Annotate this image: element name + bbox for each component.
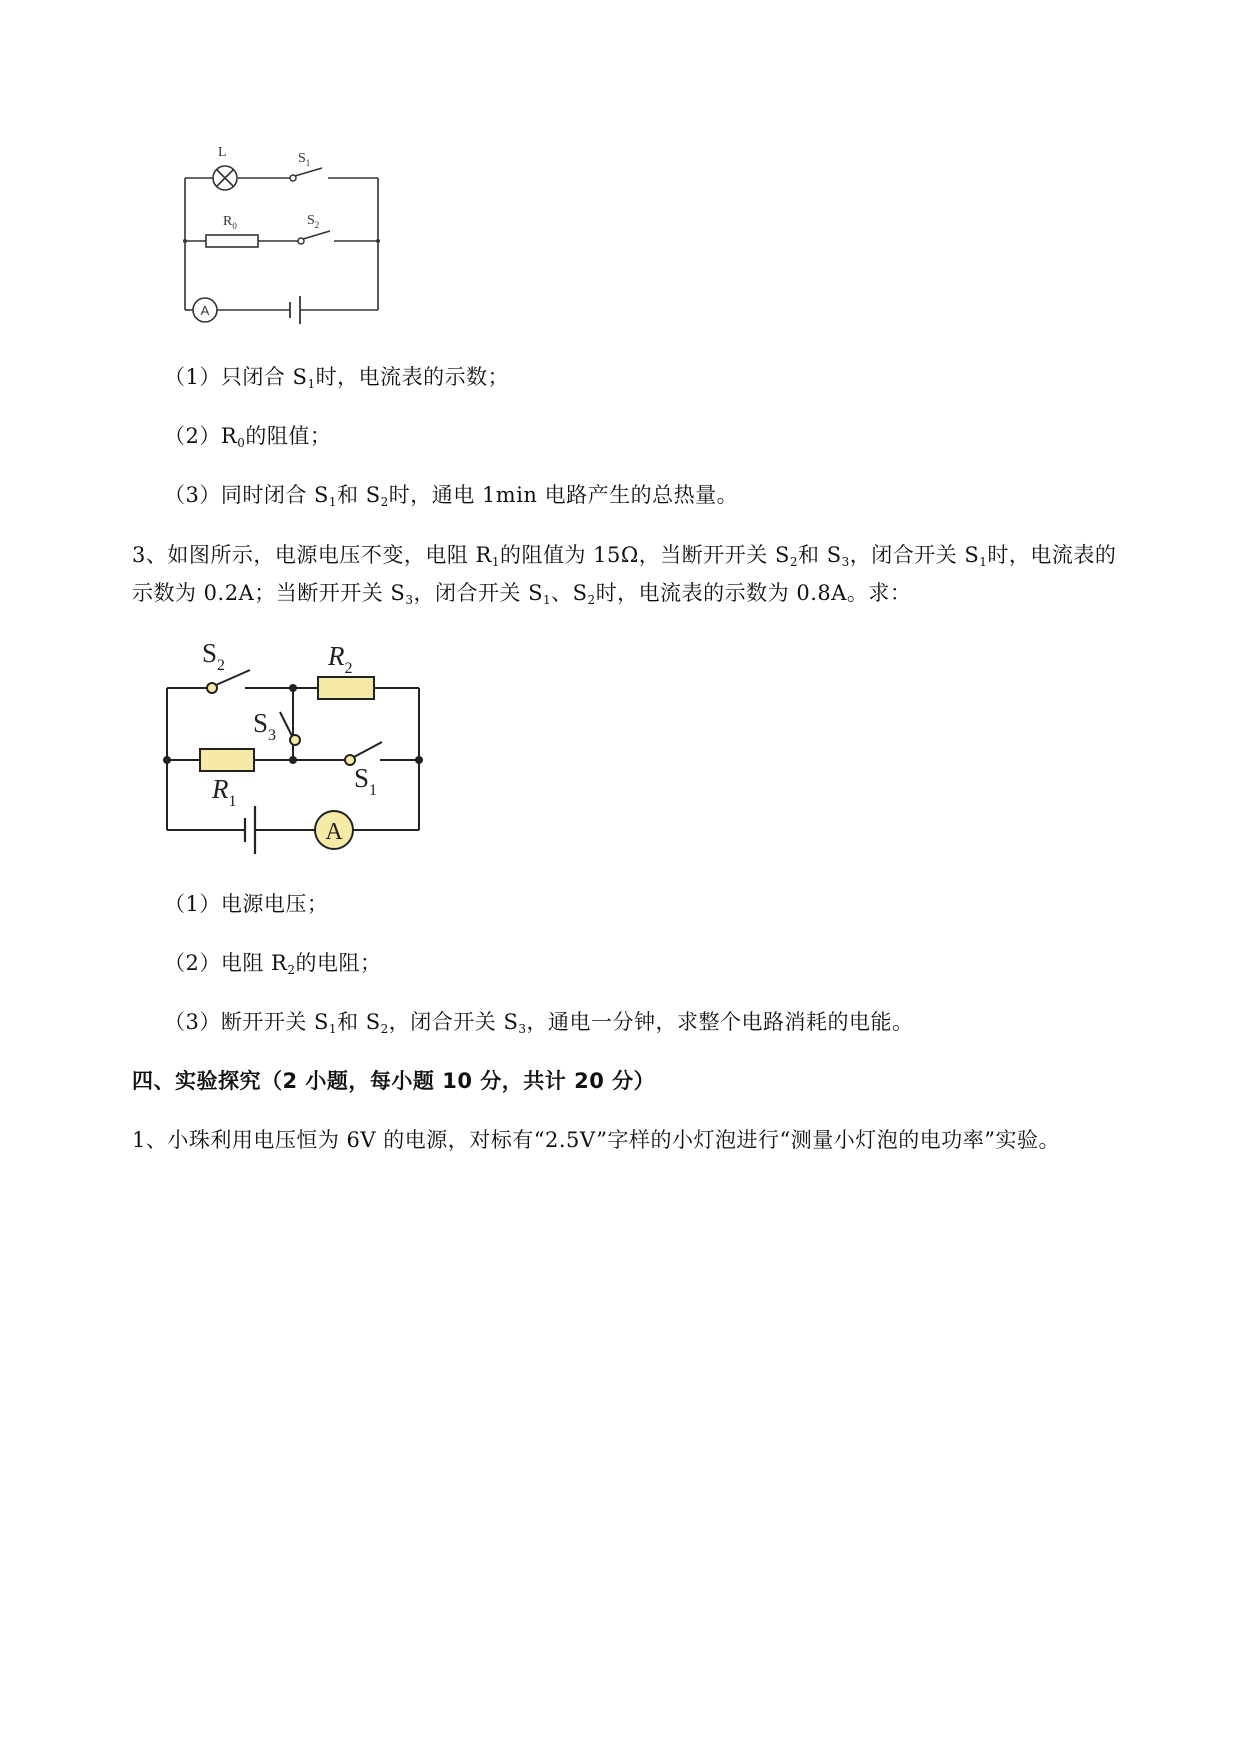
fig2-r2-label: R xyxy=(328,641,345,671)
section-4-heading: 四、实验探究（2 小题，每小题 10 分，共计 20 分） xyxy=(132,1069,656,1093)
circuit-diagram-1 xyxy=(150,130,450,370)
resistor-r1-symbol xyxy=(200,749,254,771)
switch-s2-symbol xyxy=(207,670,250,693)
q2-part-2: $(2)R_0$的阻值； xyxy=(164,424,332,450)
fig2-s3-label: S xyxy=(253,708,269,738)
resistor-r2-symbol xyxy=(318,677,374,699)
svg-text:S3: $S_3$ xyxy=(253,708,277,744)
fig2-s2-label: S xyxy=(202,638,218,668)
lamp-symbol xyxy=(213,166,237,190)
fig1-s1-label: S xyxy=(298,151,306,166)
svg-text:R1: $R_1$ xyxy=(212,774,237,810)
ammeter-symbol xyxy=(193,298,217,322)
battery-symbol xyxy=(290,296,300,324)
switch-s1-symbol xyxy=(345,742,382,765)
q2-part-3: （3）同时闭合 $S_1$和 $S_2$时，通电 1min 电路产生的总热量。 xyxy=(164,483,739,509)
switch-s3-symbol xyxy=(280,712,300,745)
svg-text:S1: $S_1$ xyxy=(298,151,311,168)
q3-part-3: （3）断开开关 $S_1$和 $S_2$，闭合开关 $S_3$，通电一分钟，求整个电路消耗的电能。 xyxy=(164,1010,914,1036)
switch-s2-symbol xyxy=(298,231,330,244)
svg-text:R2: $R_2$ xyxy=(328,641,353,677)
q2-part-1: （1）只闭合 $S_1$时，电流表的示数； xyxy=(164,365,510,391)
circuit-diagram-2 xyxy=(150,630,450,860)
fig1-ammeter-label: A xyxy=(200,303,210,318)
battery-symbol xyxy=(245,806,255,854)
fig1-s2-label: S xyxy=(307,213,315,228)
ammeter-symbol xyxy=(315,811,353,849)
q3-stem-line-2: 示数为 0.2A；当断开开关 $S_3$，闭合开关 $S_1$、$S_2$时，电流表的示数为 0.8A。求： xyxy=(132,581,912,607)
svg-text:S2: $S_2$ xyxy=(307,213,320,230)
svg-text:S1: $S_1$ xyxy=(354,763,378,799)
fig1-lamp-label: L xyxy=(218,145,227,160)
svg-text:S2: $S_2$ xyxy=(202,638,226,674)
q3-part-2: （2）电阻 $R_2$的电阻； xyxy=(164,951,382,977)
svg-text:R0: $R_0$ xyxy=(223,214,237,231)
q3-stem-line-1: 3、如图所示，电源电压不变，电阻 $R_1$的阻值为 15Ω，当断开开关 $S_2$和 $S_3$，闭合开关 $S_1$时，电流表的 xyxy=(132,543,1117,569)
fig2-s1-label: S xyxy=(354,763,370,793)
fig1-r0-label: R xyxy=(223,214,233,229)
section-4-question-1: 1、小珠利用电压恒为 6V 的电源，对标有“2.5V”字样的小灯泡进行“测量小灯泡的电功率”实验。 xyxy=(132,1128,1061,1152)
fig2-ammeter-label: A xyxy=(325,819,343,845)
switch-s1-symbol xyxy=(290,168,322,181)
q3-part-1: （1）电源电压； xyxy=(164,892,329,916)
resistor-r0-symbol xyxy=(206,235,258,247)
fig2-r1-label: R xyxy=(212,774,229,804)
